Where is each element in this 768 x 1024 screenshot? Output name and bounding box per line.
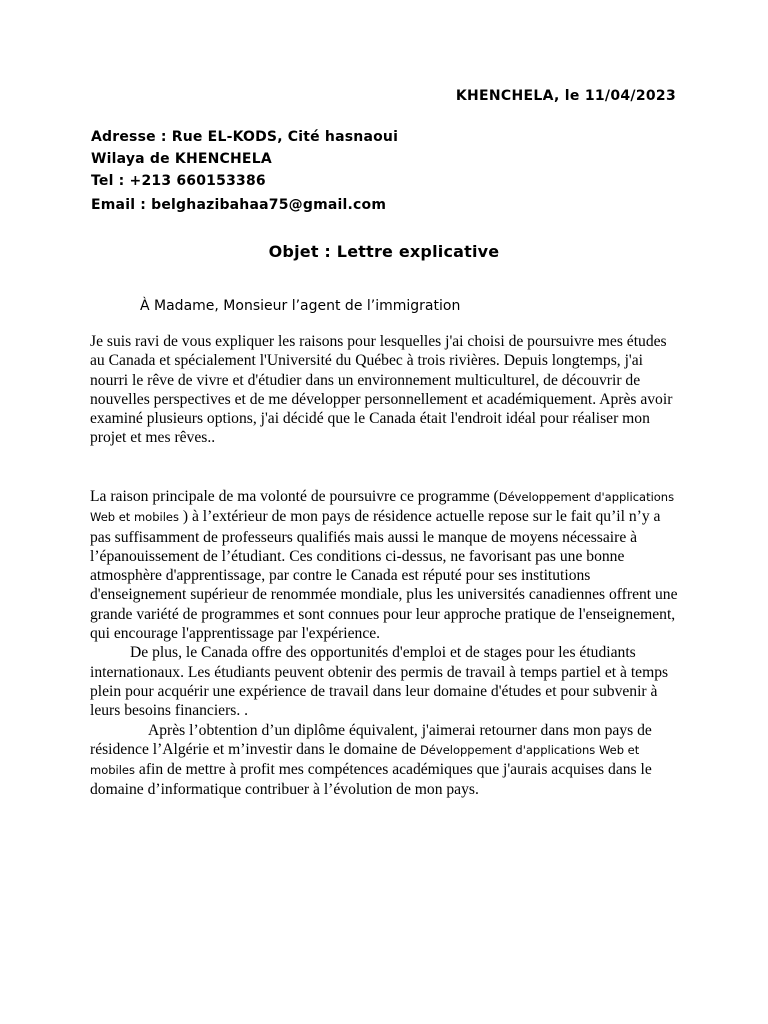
paragraph-2-block <box>90 487 680 800</box>
paragraph-4-start: Après l’obtention d’un diplôme équivalent, j'aimerai retourner dans mon pays de résidence l’Algérie et m’investir dans le domaine de <box>90 721 652 758</box>
paragraph-2-start: La raison principale de ma volonté de poursuivre ce programme ( <box>90 488 499 505</box>
paragraph-4-rest: afin de mettre à profit mes compétences académiques que j'aurais acquises dans le domaine d’informatique contribuer à l’évolution de mon pays. <box>90 761 652 799</box>
paragraph-2 <box>90 487 680 643</box>
subject-line: Objet : Lettre explicative <box>268 242 500 261</box>
paragraph-2-rest: ) à l’extérieur de mon pays de résidence actuelle repose sur le fait qu’il n’y a pas suffisamment de professeurs qualifiés mais aussi le manque de moyens nécessaire à l’épanouissement de l’étudiant. Ces conditions ci-dessus, ne favorisant pas une bonne atmosphère d'apprentissage, par contre le Canada est réputé pour ses institutions d'enseignement supérieur de renommée mondiale, plus les universités canadiennes offrent une grande variété de programmes et sont connues pour leur approche pratique de l'enseignement, qui encourage l'apprentissage par l'expérience. <box>90 508 678 643</box>
paragraph-1 <box>90 332 680 448</box>
salutation: À Madame, Monsieur l’agent de l’immigration <box>140 298 461 314</box>
sender-block <box>91 126 398 216</box>
date-line: KHENCHELA, le 11/04/2023 <box>455 88 676 104</box>
paragraph-3: De plus, le Canada offre des opportunités d'emploi et de stages pour les étudiants internationaux. Les étudiants peuvent obtenir des permis de travail à temps partiel et à temps plein pour acquérir une expérience de travail dans leur domaine d'études et pour subvenir à leurs besoins financiers. . <box>90 644 669 720</box>
program-name-2: Développement d'applications Web et mobiles <box>90 742 640 778</box>
paragraph-4 <box>90 721 680 800</box>
program-name-1: Développement d'applications Web et mobiles <box>90 490 675 525</box>
tel-line: Tel : +213 660153386 <box>91 173 266 189</box>
email-line: Email : belghazibahaa75@gmail.com <box>91 197 387 213</box>
address-line: Adresse : Rue EL-KODS, Cité hasnaoui <box>91 129 399 145</box>
wilaya-line: Wilaya de KHENCHELA <box>91 151 272 167</box>
paragraph-1-text: Je suis ravi de vous expliquer les raisons pour lesquelles j'ai choisi de poursuivre mes études au Canada et spécialement l'Université du Québec à trois rivières. Depuis longtemps, j'ai nourri le rêve de vivre et d'étudier dans un environnement multiculturel, de découvrir de nouvelles perspectives et de me développer personnellement et académiquement. Après avoir examiné plusieurs options, j'ai décidé que le Canada était l'endroit idéal pour réaliser mon projet et mes rêves.. <box>90 333 673 447</box>
